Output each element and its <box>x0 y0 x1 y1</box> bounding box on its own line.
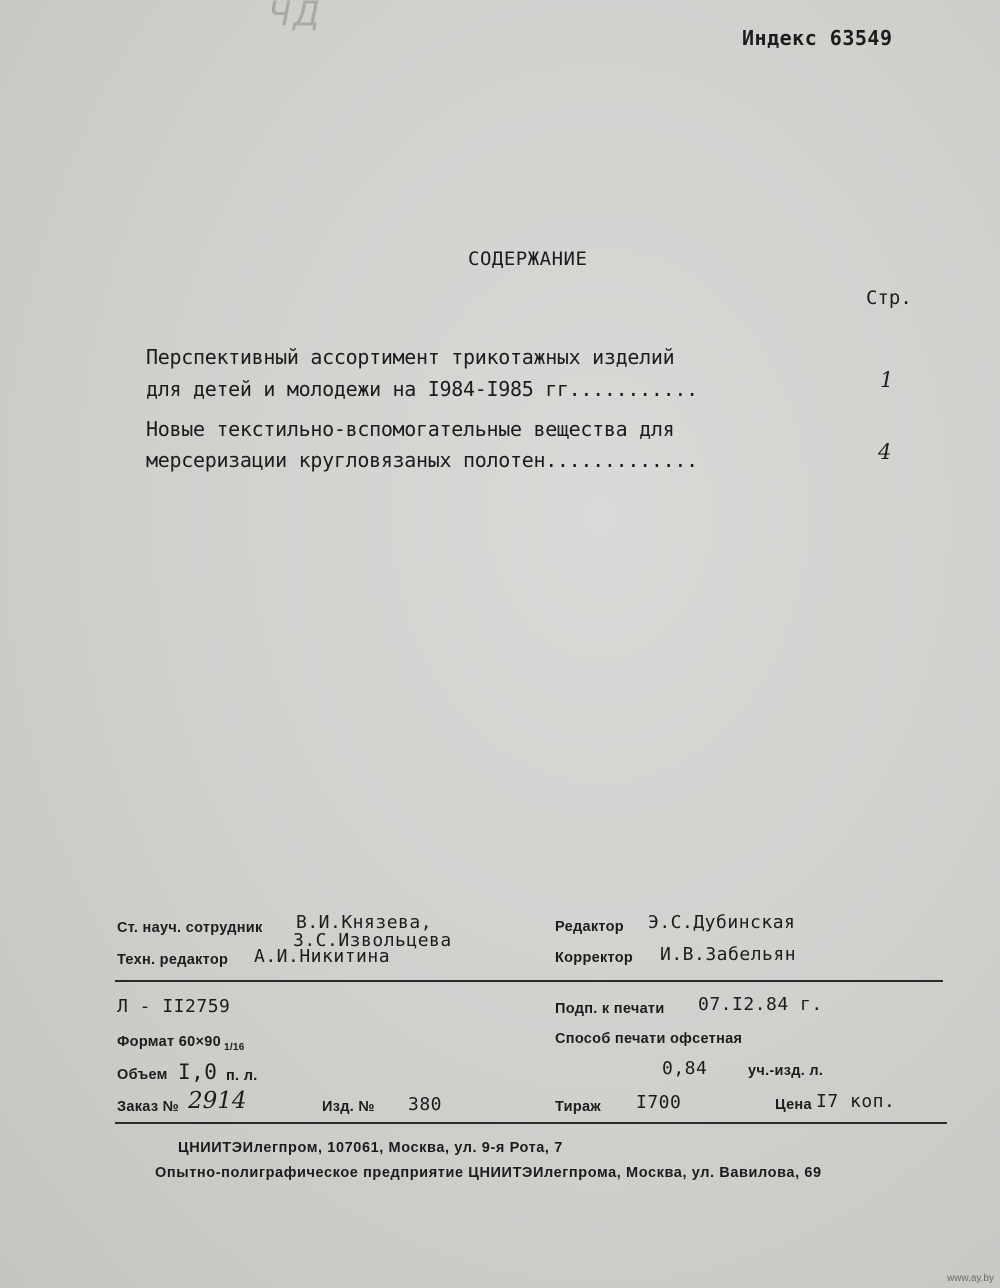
toc-title: СОДЕРЖАНИЕ <box>468 248 588 270</box>
edu-volume-unit: уч.-изд. л. <box>748 1063 824 1079</box>
format-fraction: 1/16 <box>223 1041 245 1053</box>
price-value: I7 коп. <box>816 1091 896 1112</box>
license-number: Л - II2759 <box>117 996 231 1017</box>
editor-label: Редактор <box>555 919 624 935</box>
format-text: Формат 60×90 <box>117 1034 221 1050</box>
senior-researcher-2: З.С.Извольцева <box>293 930 452 951</box>
print-method: Способ печати офсетная <box>555 1031 743 1047</box>
publisher-address: ЦНИИТЭИлегпром, 107061, Москва, ул. 9-я Рота, 7 <box>178 1140 563 1156</box>
watermark: www.ay.by <box>946 1273 994 1284</box>
toc-entry-2-page: 4 <box>878 440 892 464</box>
tirazh-label: Тираж <box>555 1099 601 1115</box>
pencil-mark: ЧД <box>268 0 322 34</box>
volume-unit: п. л. <box>226 1068 258 1084</box>
corrector-label: Корректор <box>555 950 634 966</box>
price-label: Цена <box>775 1097 812 1113</box>
editor-value: Э.С.Дубинская <box>648 912 796 933</box>
toc-entry-1-line-1: Перспективный ассортимент трикотажных изделий <box>146 345 675 369</box>
tech-editor-label: Техн. редактор <box>117 952 229 968</box>
index-number: Индекс 63549 <box>742 26 893 50</box>
printer-address: Опытно-полиграфическое предприятие ЦНИИТЭИлегпрома, Москва, ул. Вавилова, 69 <box>155 1165 822 1181</box>
order-label: Заказ № <box>117 1099 180 1115</box>
sign-to-print-value: 07.I2.84 г. <box>698 994 823 1015</box>
volume-value: I,0 <box>178 1060 218 1084</box>
toc-entry-1-page: 1 <box>880 368 894 392</box>
izd-value: 380 <box>408 1094 443 1115</box>
izd-label: Изд. № <box>322 1099 375 1115</box>
volume-label: Объем <box>117 1067 168 1083</box>
senior-researcher-1: В.И.Князева, <box>296 912 433 933</box>
order-value: 2914 <box>188 1088 247 1114</box>
sign-to-print-label: Подп. к печати <box>555 1001 665 1017</box>
corrector-value: И.В.Забельян <box>660 944 797 965</box>
toc-entry-2-line-1: Новые текстильно-вспомогательные вещества для <box>146 417 675 441</box>
format-label <box>117 1034 245 1053</box>
tirazh-value: I700 <box>636 1092 682 1113</box>
toc-entry-2-line-2: мерсеризации кругловязаных полотен............. <box>146 448 698 472</box>
tech-editor-value: А.И.Никитина <box>254 946 391 967</box>
toc-entry-1-line-2: для детей и молодежи на I984-I985 гг........... <box>146 377 698 401</box>
divider-top <box>115 980 943 982</box>
edu-volume-value: 0,84 <box>662 1058 708 1079</box>
senior-researcher-label: Ст. науч. сотрудник <box>117 920 263 936</box>
page-column-label: Стр. <box>866 287 912 309</box>
divider-bottom <box>115 1122 947 1124</box>
